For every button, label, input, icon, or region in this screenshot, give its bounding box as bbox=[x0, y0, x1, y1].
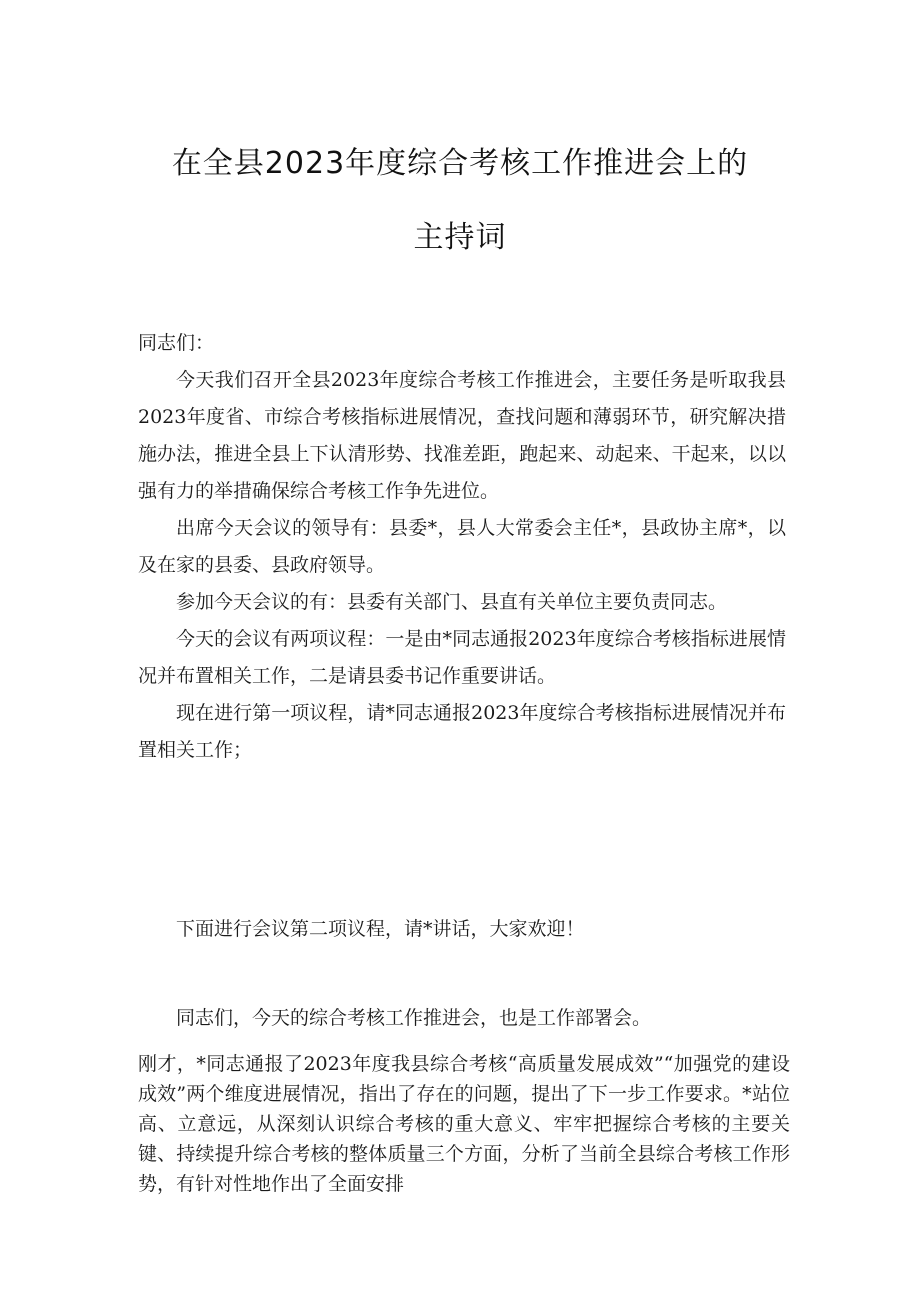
paragraph-closing-summary: 刚才，*同志通报了2023年度我县综合考核“高质量发展成效”“加强党的建设成效”两个维度进展情况，指出了存在的问题，提出了下一步工作要求。*站位高、立意远，从深刻认识综合考核的重大意义、牢牢把握综合考核的主要关键、持续提升综合考核的整体质量三个方面，分析了当前全县综合考核工作形势，有针对性地作出了全面安排 bbox=[138, 1053, 790, 1195]
paragraph-agenda: 今天的会议有两项议程：一是由*同志通报2023年度综合考核指标进展情况并布置相关工作，二是请县委书记作重要讲话。 bbox=[138, 628, 786, 687]
paragraph-second-item: 下面进行会议第二项议程，请*讲话，大家欢迎！ bbox=[176, 918, 585, 940]
paragraph-first-item: 现在进行第一项议程，请*同志通报2023年度综合考核指标进展情况并布置相关工作； bbox=[138, 702, 786, 761]
paragraph-meeting-purpose: 今天我们召开全县2023年度综合考核工作推进会，主要任务是听取我县2023年度省、市综合考核指标进展情况，查找问题和薄弱环节，研究解决措施办法，推进全县上下认清形势、找准差距，跑起来、动起来、干起来，以以强有力的举措确保综合考核工作争先进位。 bbox=[138, 369, 786, 502]
paragraph-attending-leaders: 出席今天会议的领导有：县委*，县人大常委会主任*，县政协主席*，以及在家的县委、县政府领导。 bbox=[138, 517, 786, 576]
salutation: 同志们： bbox=[138, 332, 215, 354]
paragraph-participants: 参加今天会议的有：县委有关部门、县直有关单位主要负责同志。 bbox=[176, 591, 728, 613]
document-body bbox=[138, 325, 786, 769]
document-title-line-1: 在全县2023年度综合考核工作推进会上的 bbox=[171, 146, 749, 181]
paragraph-closing-intro: 同志们，今天的综合考核工作推进会，也是工作部署会。 bbox=[176, 1007, 652, 1029]
document-title-line-2: 主持词 bbox=[413, 220, 507, 255]
